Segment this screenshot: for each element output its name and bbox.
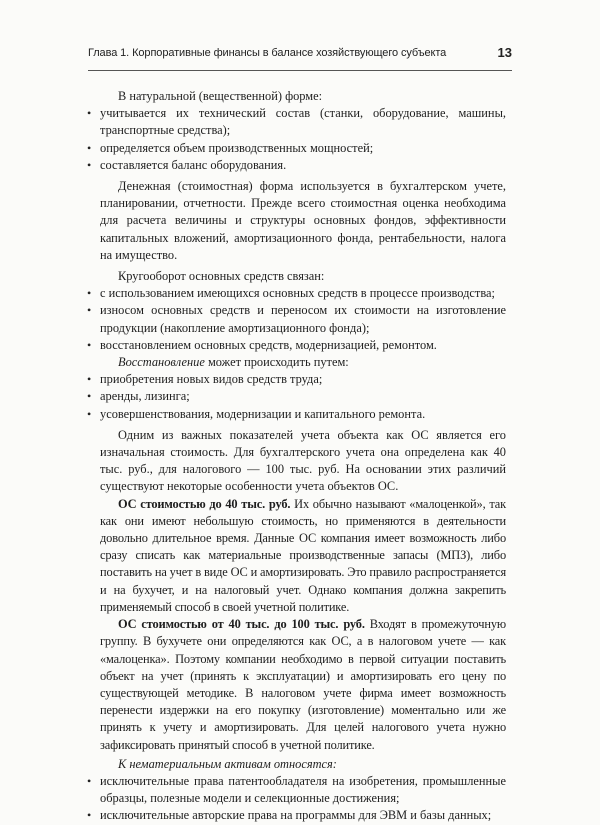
list-item: • учитывается их технический состав (станки, оборудование, машины, транспортные средства);: [100, 105, 506, 139]
page-number: 13: [497, 45, 512, 60]
assets-40k-100k-paragraph: [100, 616, 506, 754]
initial-cost-paragraph: Одним из важных показателей учета объекта как ОС является его изначальная стоимость. Для бухгалтерского учета она определена как 40 тыс. руб., для налогового — 100 тыс. руб. На основании этих различий существуют некоторые особенности учета объектов ОС.: [100, 427, 506, 494]
list-item: • усовершенствования, модернизации и капитального ремонта.: [100, 406, 506, 423]
intangibles-list: [100, 773, 506, 825]
restoration-list: [100, 371, 506, 423]
list-item: • с использованием имеющихся основных средств в процессе производства;: [100, 285, 506, 302]
restoration-intro: [100, 354, 506, 371]
circulation-list: [100, 285, 506, 354]
restoration-intro-text: может происходить путем:: [204, 355, 349, 370]
list-item: • исключительные авторские права на программы для ЭВМ и базы данных;: [100, 807, 506, 824]
list-item: • составляется баланс оборудования.: [100, 157, 506, 174]
list-item: • восстановлением основных средств, модернизацией, ремонтом.: [100, 337, 506, 354]
running-head: Глава 1. Корпоративные финансы в балансе хозяйствующего субъекта: [88, 47, 447, 59]
list-item: • определяется объем производственных мощностей;: [100, 140, 506, 157]
assets-up-to-40k-heading: ОС стоимостью до 40 тыс. руб.: [118, 496, 291, 511]
natural-form-list: [100, 105, 506, 174]
restoration-term: Восстановление: [118, 355, 205, 370]
page-header: [88, 44, 512, 71]
assets-40k-100k-text: Входят в промежуточную группу. В бухучете они определяются как ОС, а в налоговом учете — как «малоценка». Поэтому компании необходимо в первой ситуации поставить объект на учет (принять к эксплуатации) и амортизировать его цену по существующей методике. В налоговом учете фирма имеет возможность перенести издержки на его покупку (изготовление) моментально или же принять к учету и амортизировать. Для целей налогового учета нужно зафиксировать принятый способ в учетной политике.: [100, 617, 506, 752]
assets-up-to-40k-paragraph: [100, 496, 506, 616]
circulation-intro: Кругооборот основных средств связан:: [118, 269, 325, 284]
list-item: • износом основных средств и переносом их стоимости на изготовление продукции (накопление амортизационного фонда);: [100, 302, 506, 336]
list-item: • приобретения новых видов средств труда;: [100, 371, 506, 388]
list-item: • аренды, лизинга;: [100, 388, 506, 405]
assets-up-to-40k-text: Их обычно называют «малоценкой», так как они имеют небольшую стоимость, но применяются в деятельности довольно длительное время. Данные ОС компания имеет возможность либо сразу списать как материальные производственные запасы (МПЗ), либо поставить на учет в виде ОС и амортизировать. Это правило распространяется и на бухучет, и на налоговый учет. Однако компания должна закрепить применяемый способ в своей учетной политике.: [100, 496, 506, 614]
page-body: [100, 88, 506, 825]
natural-form-intro: В натуральной (вещественной) форме:: [118, 89, 323, 103]
assets-40k-100k-heading: ОС стоимостью от 40 тыс. до 100 тыс. руб.: [118, 617, 365, 632]
intangibles-intro: К нематериальным активам относятся:: [118, 756, 337, 771]
monetary-form-paragraph: Денежная (стоимостная) форма используется в бухгалтерском учете, планировании, отчетности. Прежде всего стоимостная оценка необходима для расчета величины и структуры основных фондов, эффективности капитальных вложений, амортизационного фонда, рентабельности, налога на имущество.: [100, 179, 506, 262]
list-item: • исключительные права патентообладателя на изобретения, промышленные образцы, полезные модели и селекционные достижения;: [100, 773, 506, 807]
